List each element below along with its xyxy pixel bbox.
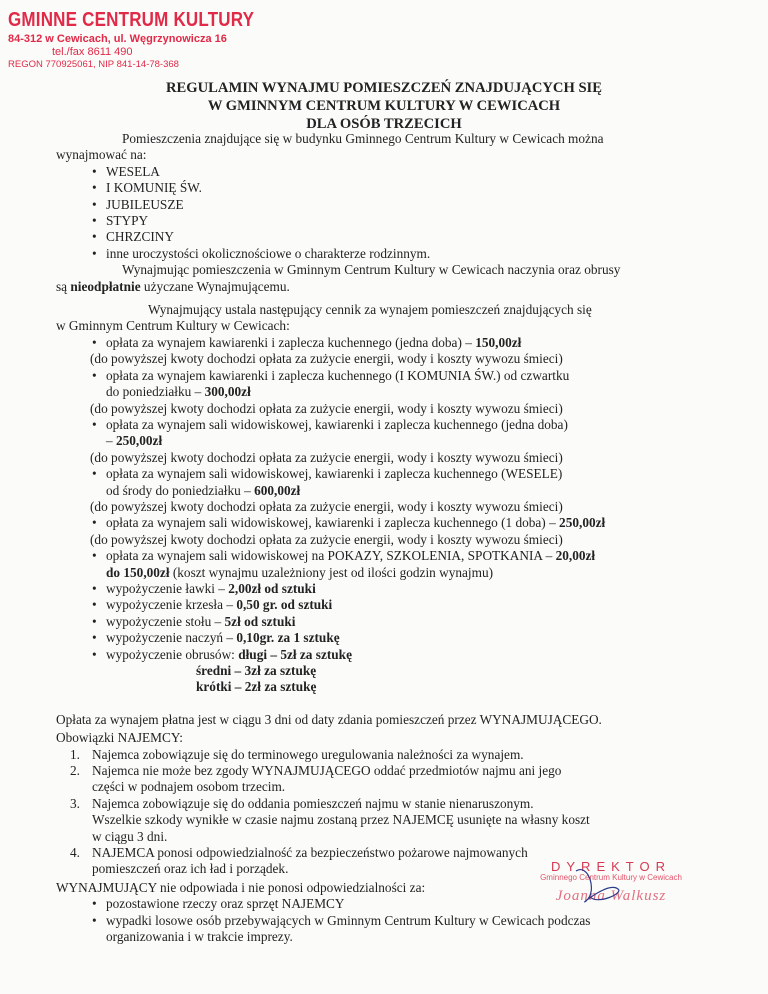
free-of-charge: nieodpłatnie [70, 278, 141, 294]
stamp-regon: REGON 770925061, NIP 841-14-78-368 [8, 59, 179, 70]
rental-item: • wypożyczenie naczyń – 0,10gr. za 1 sztukę [56, 630, 728, 646]
director-signature-stamp [506, 859, 716, 905]
price-item: • opłata za wynajem sali widowiskowej na POKAZY, SZKOLENIA, SPOTKANIA – 20,00zł do 150,00zł (koszt wynajmu uzależniony jest od ilości godzin wynajmu) [56, 548, 728, 581]
intro-line-2: wynajmować na: [56, 147, 147, 163]
tablecloth-medium: średni – 3zł za sztukę [196, 663, 317, 678]
surcharge-note: (do powyższej kwoty dochodzi opłata za zużycie energii, wody i koszty wywozu śmieci) [90, 400, 563, 416]
duties-heading: Obowiązki NAJEMCY: [56, 730, 183, 746]
handwritten-signature-icon [568, 861, 628, 911]
stamp-org: GMINNE CENTRUM KULTURY [8, 8, 255, 31]
price-item: • opłata za wynajem sali widowiskowej, kawiarenki i zaplecza kuchennego (1 doba) – 250,00zł [56, 515, 728, 531]
stamp-phone: tel./fax 8611 490 [52, 46, 133, 58]
document-title [0, 79, 768, 133]
price-list [56, 335, 728, 351]
pricing-intro-line-1: Wynajmujący ustala następujący cennik za wynajem pomieszczeń znajdujących się [148, 302, 592, 318]
surcharge-note: (do powyższej kwoty dochodzi opłata za zużycie energii, wody i koszty wywozu śmieci) [90, 531, 563, 547]
rental-list [56, 581, 728, 663]
list-item: • inne uroczystości okolicznościowe o charakterze rodzinnym. [56, 246, 728, 262]
rental-item: • wypożyczenie ławki – 2,00zł od sztuki [56, 581, 728, 597]
institution-stamp [8, 8, 254, 71]
title-line-1: REGULAMIN WYNAJMU POMIESZCZEŃ ZNAJDUJĄCYCH SIĘ [166, 80, 602, 96]
occasions-list [56, 164, 728, 262]
surcharge-note: (do powyższej kwoty dochodzi opłata za zużycie energii, wody i koszty wywozu śmieci) [90, 351, 563, 367]
payment-terms: Opłata za wynajem płatna jest w ciągu 3 dni od daty zdania pomieszczeń przez WYNAJMUJĄCEGO. [56, 711, 602, 727]
surcharge-note: (do powyższej kwoty dochodzi opłata za zużycie energii, wody i koszty wywozu śmieci) [90, 498, 563, 514]
price-item: • opłata za wynajem kawiarenki i zaplecza kuchennego (I KOMUNIA ŚW.) od czwartku do poniedziałku – 300,00zł [56, 368, 728, 401]
list-item: • pozostawione rzeczy oraz sprzęt NAJEMCY [56, 896, 728, 912]
list-item: 4. NAJEMCA ponosi odpowiedzialność za bezpieczeństwo pożarowe najmowanych pomieszczeń oraz ich ład i porządek. [70, 845, 528, 877]
list-item: 2. Najemca nie może bez zgody WYNAJMUJĄCEGO oddać przedmiotów najmu ani jego części w podnajem osobom trzecim. [70, 763, 562, 795]
list-item: • JUBILEUSZE [56, 197, 728, 213]
signature-name: Joanna Walkusz [555, 888, 667, 904]
pricing-intro-line-2: w Gminnym Centrum Kultury w Cewicach: [56, 318, 290, 334]
liability-heading: WYNAJMUJĄCY nie odpowiada i nie ponosi odpowiedzialności za: [56, 879, 426, 895]
price-item: • opłata za wynajem sali widowiskowej, kawiarenki i zaplecza kuchennego (WESELE) od środy do poniedziałku – 600,00zł [56, 466, 728, 499]
price-item: • opłata za wynajem kawiarenki i zaplecza kuchennego (jedna doba) – 150,00zł [56, 335, 728, 351]
signature-org: Gminnego Centrum Kultury w Cewicach [540, 873, 682, 882]
intro-line-1: Pomieszczenia znajdujące się w budynku Gminnego Centrum Kultury w Cewicach można [122, 131, 604, 146]
list-item: • STYPY [56, 213, 728, 229]
signature-role: DYREKTOR [551, 859, 671, 874]
rental-item: • wypożyczenie obrusów: długi – 5zł za sztukę [56, 647, 728, 663]
list-item: 3. Najemca zobowiązuje się do oddania pomieszczeń najmu w stanie nienaruszonym. Wszelkie szkody wynikłe w czasie najmu zostaną przez NAJEMCĘ usunięte na własny koszt w ciągu 3 dni. [70, 795, 590, 844]
list-item: 1. Najemca zobowiązuje się do terminowego uregulowania należności za wynajem. [70, 746, 524, 762]
dishes-line-1: Wynajmując pomieszczenia w Gminnym Centrum Kultury w Cewicach naczynia oraz obrusy [122, 262, 621, 278]
list-item: • CHRZCINY [56, 229, 728, 245]
dishes-line-2: są nieodpłatnie użyczane Wynajmującemu. [56, 278, 290, 294]
rental-item: • wypożyczenie krzesła – 0,50 gr. od sztuki [56, 597, 728, 613]
list-item: • WESELA [56, 164, 728, 180]
price-item: • opłata za wynajem sali widowiskowej, kawiarenki i zaplecza kuchennego (jedna doba) – 250,00zł [56, 417, 728, 450]
document-body [56, 131, 728, 946]
stamp-address: 84-312 w Cewicach, ul. Węgrzynowicza 16 [8, 33, 227, 45]
list-item: • I KOMUNIĘ ŚW. [56, 180, 728, 196]
list-item: • wypadki losowe osób przebywających w Gminnym Centrum Kultury w Cewicach podczas organizowania i w trakcie imprezy. [56, 913, 728, 946]
title-line-2: W GMINNYM CENTRUM KULTURY W CEWICACH [207, 98, 561, 114]
title-line-3: DLA OSÓB TRZECICH [306, 116, 462, 132]
surcharge-note: (do powyższej kwoty dochodzi opłata za zużycie energii, wody i koszty wywozu śmieci) [90, 449, 563, 465]
tablecloth-short: krótki – 2zł za sztukę [196, 679, 317, 695]
rental-item: • wypożyczenie stołu – 5zł od sztuki [56, 614, 728, 630]
